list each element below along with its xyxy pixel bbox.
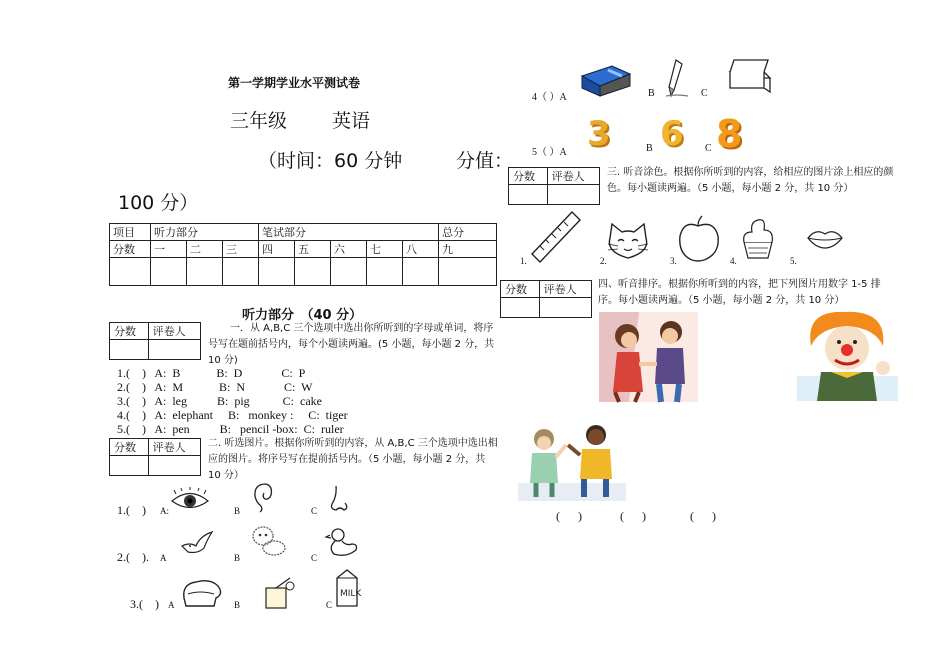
summary-blank[interactable] <box>295 258 331 286</box>
subject-label: 英语 <box>332 110 371 132</box>
section3-instruction: 三. 听音涂色。根据你所听到的内容，给相应的图片涂上相应的颜色。每小题读两遍。（5 小题，每小题 2 分，共 10 分） <box>607 167 894 194</box>
summary-cell: 二 <box>187 241 223 258</box>
s2-q3-number[interactable]: 3.( ) <box>130 597 159 611</box>
summary-blank[interactable] <box>151 258 187 286</box>
summary-blank[interactable] <box>259 258 295 286</box>
score-blank[interactable] <box>501 298 540 318</box>
summary-cell: 八 <box>403 241 439 258</box>
summary-table <box>109 223 497 286</box>
score-box-3 <box>508 167 600 205</box>
color-item-label: 5. <box>790 256 797 266</box>
exam-title: 第一学期学业水平测试卷 <box>228 76 361 90</box>
dog-icon[interactable] <box>250 524 288 558</box>
option-label: B <box>234 553 241 563</box>
option-label: A: <box>160 506 169 516</box>
option-label: A <box>168 600 175 610</box>
section1-item[interactable]: 1.( ) A: B B: D C: P <box>117 366 306 380</box>
summary-cell: 笔试部分 <box>259 224 439 241</box>
color-item-label: 4. <box>730 256 737 266</box>
score-blank[interactable] <box>110 340 149 360</box>
score-box-label: 分数 <box>501 281 540 298</box>
summary-cell: 六 <box>331 241 367 258</box>
digit-six[interactable]: 6 <box>660 114 684 154</box>
summary-blank[interactable] <box>439 258 497 286</box>
option-label: C <box>311 553 318 563</box>
score-box-2 <box>109 438 201 476</box>
order-bracket[interactable]: ( ) <box>556 509 582 523</box>
score-blank[interactable] <box>547 185 599 205</box>
section1-instruction: 一．从 A,B,C 三个选项中选出你所听到的字母或单词，将序号写在题前括号内，每个小题读两遍。(5 小题，每小题 2 分，共 10 分) <box>208 323 495 366</box>
score-box-label: 评卷人 <box>539 281 591 298</box>
color-item-label: 3. <box>670 256 677 266</box>
ear-icon[interactable] <box>252 482 274 514</box>
option-label: C <box>326 600 333 610</box>
ruler-icon[interactable] <box>528 208 584 264</box>
summary-blank[interactable] <box>331 258 367 286</box>
score-blank[interactable] <box>148 456 200 476</box>
grade-label: 三年级 <box>230 110 288 132</box>
score-box-label: 分数 <box>110 439 149 456</box>
juice-icon[interactable] <box>260 576 296 610</box>
section4-instruction: 四、听音排序。根据你所听到的内容，把下列图片用数字 1-5 排序。每小题读两遍。（5 小题，每小题 2 分，共 10 分） <box>598 279 881 306</box>
nose-icon[interactable] <box>328 484 350 514</box>
summary-cell: 总分 <box>439 224 497 241</box>
pencil-box-icon[interactable] <box>724 56 774 96</box>
score-value: 100 分） <box>118 192 199 214</box>
option-label: B <box>648 88 655 99</box>
score-box-1 <box>109 322 201 360</box>
q5-number[interactable]: 5（ ）A <box>532 147 567 158</box>
score-box-label: 分数 <box>110 323 149 340</box>
summary-cell: 九 <box>439 241 497 258</box>
bread-icon[interactable] <box>180 576 224 610</box>
option-label: B <box>234 600 241 610</box>
s2-q2-number[interactable]: 2.( ). <box>117 550 149 564</box>
option-label: A <box>160 553 167 563</box>
section1-item[interactable]: 5.( ) A: pen B: pencil -box: C: ruler <box>117 422 344 436</box>
score-blank[interactable] <box>110 456 149 476</box>
time-line: （时间：60 分钟 <box>258 150 403 172</box>
eraser-icon[interactable] <box>578 64 632 98</box>
score-box-label: 评卷人 <box>148 439 200 456</box>
apple-icon[interactable] <box>676 214 722 264</box>
option-label: B <box>234 506 241 516</box>
score-blank[interactable] <box>509 185 548 205</box>
summary-blank[interactable] <box>110 258 151 286</box>
duck-icon[interactable] <box>326 526 360 558</box>
kids-greeting-picture[interactable] <box>599 312 698 402</box>
clown-picture[interactable] <box>797 306 898 401</box>
score-box-label: 评卷人 <box>148 323 200 340</box>
option-label: C <box>705 143 712 154</box>
ice-cream-icon[interactable] <box>738 214 778 262</box>
summary-cell: 四 <box>259 241 295 258</box>
section1-item[interactable]: 4.( ) A: elephant B: monkey : C: tiger <box>117 408 348 422</box>
score-label: 分值： <box>456 150 514 172</box>
milk-icon[interactable] <box>332 568 362 608</box>
order-bracket[interactable]: ( ) <box>620 509 646 523</box>
option-label: C <box>311 506 318 516</box>
score-box-label: 分数 <box>509 168 548 185</box>
eye-icon[interactable] <box>170 488 210 514</box>
cat-icon[interactable] <box>604 222 652 262</box>
score-box-label: 评卷人 <box>547 168 599 185</box>
option-label: B <box>646 143 653 154</box>
summary-cell: 五 <box>295 241 331 258</box>
digit-eight[interactable]: 8 <box>716 112 743 156</box>
summary-blank[interactable] <box>187 258 223 286</box>
option-label: C <box>701 88 708 99</box>
crayon-icon[interactable] <box>662 56 692 100</box>
s2-q1-number[interactable]: 1.( ) <box>117 503 146 517</box>
score-blank[interactable] <box>539 298 591 318</box>
digit-three[interactable]: 3 <box>587 114 611 154</box>
summary-cell: 三 <box>223 241 259 258</box>
summary-cell: 听力部分 <box>151 224 259 241</box>
summary-cell: 七 <box>367 241 403 258</box>
section1-item[interactable]: 3.( ) A: leg B: pig C: cake <box>117 394 322 408</box>
color-item-label: 1. <box>520 256 527 266</box>
summary-blank[interactable] <box>403 258 439 286</box>
section2-instruction: 二. 听选图片。根据你所听到的内容，从 A,B,C 三个选项中选出相应的图片。将序号写在提前括号内。（5 小题，每小题 2 分，共 10 分） <box>208 438 498 481</box>
summary-cell: 项目 <box>110 224 151 241</box>
summary-cell: 一 <box>151 241 187 258</box>
order-bracket[interactable]: ( ) <box>690 509 716 523</box>
score-blank[interactable] <box>148 340 200 360</box>
summary-cell: 分数 <box>110 241 151 258</box>
color-item-label: 2. <box>600 256 607 266</box>
q4-number[interactable]: 4（ ）A <box>532 92 567 103</box>
kids-waving-picture[interactable] <box>518 405 626 501</box>
bird-icon[interactable] <box>180 530 214 556</box>
summary-blank[interactable] <box>367 258 403 286</box>
listening-heading: 听力部分 （40 分） <box>242 308 363 323</box>
section1-item[interactable]: 2.( ) A: M B: N C: W <box>117 380 313 394</box>
lips-icon[interactable] <box>806 226 844 250</box>
score-box-4 <box>500 280 592 318</box>
svg-text:MILK: MILK <box>340 589 362 599</box>
summary-blank[interactable] <box>223 258 259 286</box>
